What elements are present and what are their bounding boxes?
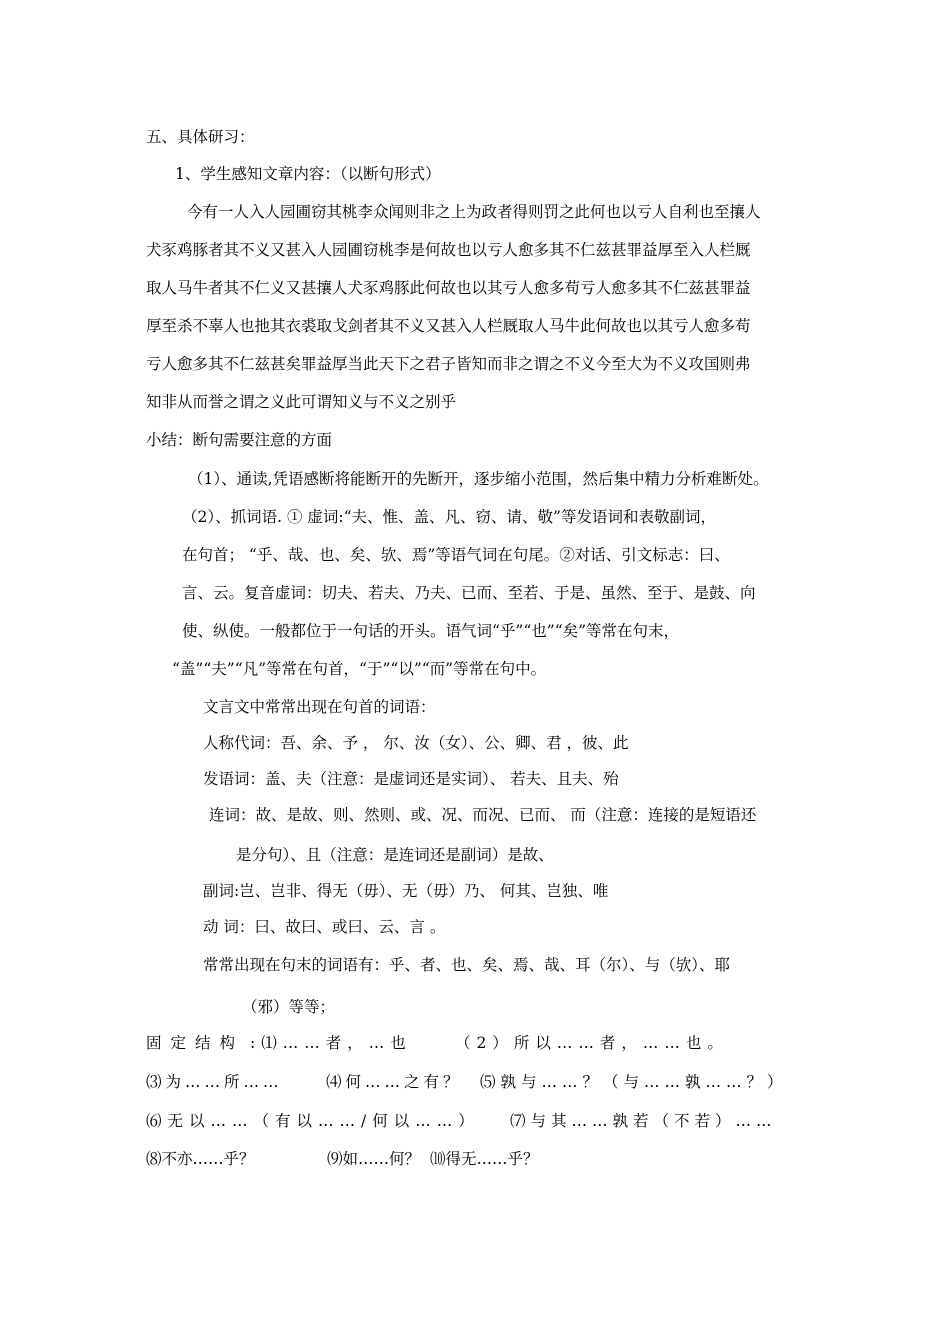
sentence-final-line: （邪）等等； bbox=[242, 998, 336, 1016]
word-category-verbs: 动 词：曰、故曰、或曰、云、言 。 bbox=[203, 918, 446, 936]
fixed-structure-item: ⑼如……何？ bbox=[327, 1150, 421, 1168]
item-1-title: 1、学生感知文章内容：（以断句形式） bbox=[175, 165, 441, 183]
summary-point: 言、云。复音虚词：切夫、若夫、乃夫、已而、至若、于是、虽然、至于、是鼓、向 bbox=[182, 584, 756, 602]
fixed-structure-item: ⑶为……所…… bbox=[146, 1073, 283, 1091]
summary-point: （2）、抓词语. ① 虚词:“夫、惟、盖、凡、窃、请、敬”等发语词和表敬副词， bbox=[182, 508, 716, 526]
passage-line: 知非从而誉之谓之义此可谓知义与不义之别乎 bbox=[146, 393, 457, 411]
fixed-structure-item: （2）所以……者，……也。 bbox=[455, 1034, 729, 1052]
summary-point: 在句首； “乎、哉、也、矣、欤、焉”等语气词在句尾。②对话、引文标志：曰、 bbox=[182, 546, 730, 564]
passage-line: 取人马牛者其不仁义又甚攘人犬豕鸡豚此何故也以其亏人愈多苟亏人愈多其不仁兹甚罪益 bbox=[146, 279, 751, 297]
fixed-structure-item: ⑹无以……（有以……/何以……） bbox=[146, 1112, 480, 1130]
word-category-conjunctions: 连词：故、是故、则、然则、或、况、而况、已而、 而（注意：连接的是短语还 bbox=[209, 806, 757, 824]
section-title: 五、具体研习： bbox=[146, 128, 255, 146]
passage-line: 厚至杀不辜人也扡其衣裘取戈剑者其不义又甚入人栏厩取人马牛此何故也以其亏人愈多苟 bbox=[146, 317, 751, 335]
passage-line: 今有一人入人园圃窃其桃李众闻则非之上为政者得则罚之此何也以亏人自利也至攘人 bbox=[187, 203, 761, 221]
fixed-structure-item: ⑽得无……乎？ bbox=[430, 1150, 539, 1168]
passage-line: 亏人愈多其不仁兹甚矣罪益厚当此天下之君子皆知而非之谓之不义今至大为不义攻国则弗 bbox=[146, 355, 751, 373]
summary-point: “盖”“夫”“凡”等常在句首，“于”“以”“而”等常在句中。 bbox=[172, 660, 547, 678]
sentence-final-line: 常常出现在句末的词语有：乎、者、也、矣、焉、哉、耳（尔）、与（欤）、耶 bbox=[203, 956, 731, 974]
word-category-pronouns: 人称代词：吾、余、予 ， 尔、汝（女）、公、卿、君 ，彼、此 bbox=[203, 734, 629, 752]
fixed-structure-item: :⑴……者，…也 bbox=[250, 1034, 412, 1052]
summary-point: 使、纵使。一般都位于一句话的开头。语气词“乎”“也”“矣”等常在句末， bbox=[182, 622, 680, 640]
fixed-structure-item: ⑷何……之有？ bbox=[326, 1073, 463, 1091]
fixed-structure-item: ⑺与其……孰若（不若）…… bbox=[510, 1112, 777, 1130]
passage-line: 犬豕鸡豚者其不义又甚入人园圃窃桃李是何故也以亏人愈多其不仁兹甚罪益厚至入人栏厩 bbox=[146, 241, 751, 259]
summary-point: （1）、通读,凭语感断将能断开的先断开，逐步缩小范围，然后集中精力分析难断处。 bbox=[188, 470, 769, 488]
fixed-structures-label: 固定结构 bbox=[146, 1034, 245, 1052]
fixed-structure-item: ⑸孰与……？（与……孰……？） bbox=[480, 1073, 788, 1091]
summary-title: 小结：断句需要注意的方面 bbox=[146, 431, 333, 449]
word-category-adverbs: 副词:岂、岂非、得无（毋）、无（毋）乃、 何其、岂独、唯 bbox=[203, 882, 609, 900]
word-category-initial-particles: 发语词：盖、夫（注意：是虚词还是实词）、 若夫、且夫、殆 bbox=[203, 770, 619, 788]
fixed-structure-item: ⑻不亦……乎？ bbox=[146, 1150, 255, 1168]
word-category-conjunctions-cont: 是分句）、且（注意：是连词还是副词）是故、 bbox=[236, 846, 554, 864]
sentence-initial-title: 文言文中常常出现在句首的词语： bbox=[203, 698, 436, 716]
